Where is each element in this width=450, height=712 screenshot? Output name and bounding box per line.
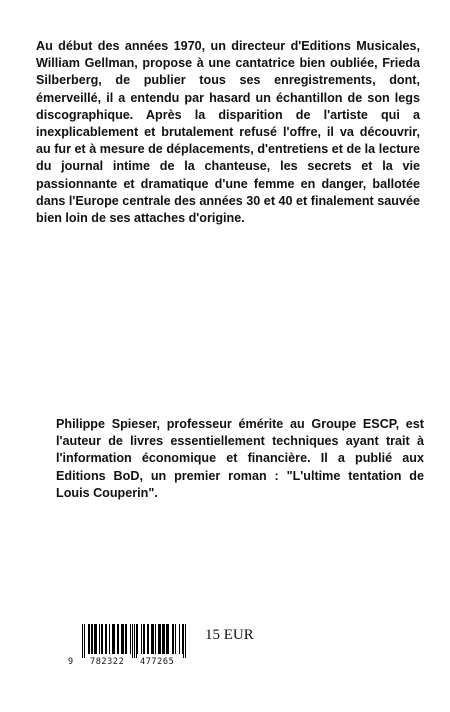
- barcode-bar: [134, 624, 135, 658]
- barcode-left-digits: 782322: [90, 657, 125, 667]
- barcode-bar: [153, 624, 154, 654]
- barcode-bar: [126, 624, 127, 654]
- barcode-bar: [137, 624, 138, 654]
- barcode-bar: [144, 624, 145, 654]
- barcode-bar: [82, 624, 83, 658]
- isbn-barcode: [68, 624, 196, 668]
- barcode-bar: [114, 624, 115, 654]
- barcode-bar: [173, 624, 174, 654]
- barcode-bar: [141, 624, 142, 654]
- barcode-bar: [132, 624, 133, 658]
- barcode-bar: [130, 624, 131, 654]
- barcode-bar: [109, 624, 110, 654]
- barcode-bar: [117, 624, 118, 654]
- barcode-bar: [99, 624, 100, 654]
- barcode-lead-digit: 9: [68, 657, 74, 667]
- price-label: 15 EUR: [205, 627, 254, 643]
- barcode-bar: [92, 624, 93, 654]
- barcode-bar: [183, 624, 184, 658]
- barcode-bar: [164, 624, 165, 654]
- barcode-bar: [148, 624, 149, 654]
- back-cover-blurb: Au début des années 1970, un directeur d'Editions Musicales, William Gellman, propose à une cantatrice bien oubliée, Frieda Silberberg, de publier tous ses enregistrements, dont, émerveillé, il a entendu par hasard un échantillon de son legs discographique. Après la disparition de l'artiste qui a inexplicablement et brutalement refusé l'offre, il va découvrir, au fur et à mesure de déplacements, d'entretiens et de la lecture du journal intime de la chanteuse, les secrets et la vie passionnante et dramatique d'une femme en danger, ballotée dans l'Europe centrale des années 30 et 40 et finalement sauvée bien loin de ses attaches d'origine.: [36, 39, 420, 226]
- barcode-bar: [155, 624, 156, 654]
- barcode-bar: [96, 624, 97, 654]
- barcode-bar: [168, 624, 169, 654]
- barcode-bars: [82, 624, 186, 654]
- barcode-bar: [159, 624, 160, 654]
- barcode-bar: [179, 624, 180, 654]
- barcode-bar: [175, 624, 176, 654]
- barcode-bar: [123, 624, 124, 654]
- barcode-right-digits: 477265: [140, 657, 175, 667]
- author-bio: Philippe Spieser, professeur émérite au Groupe ESCP, est l'auteur de livres essentiellement techniques ayant trait à l'information économique et financière. Il a publié aux Editions BoD, un premier roman : "L'ultime tentation de Louis Couperin".: [56, 417, 424, 500]
- barcode-bar: [84, 624, 85, 658]
- barcode-bar: [185, 624, 186, 658]
- barcode-bar: [89, 624, 90, 654]
- barcode-bar: [106, 624, 107, 654]
- barcode-bar: [102, 624, 103, 654]
